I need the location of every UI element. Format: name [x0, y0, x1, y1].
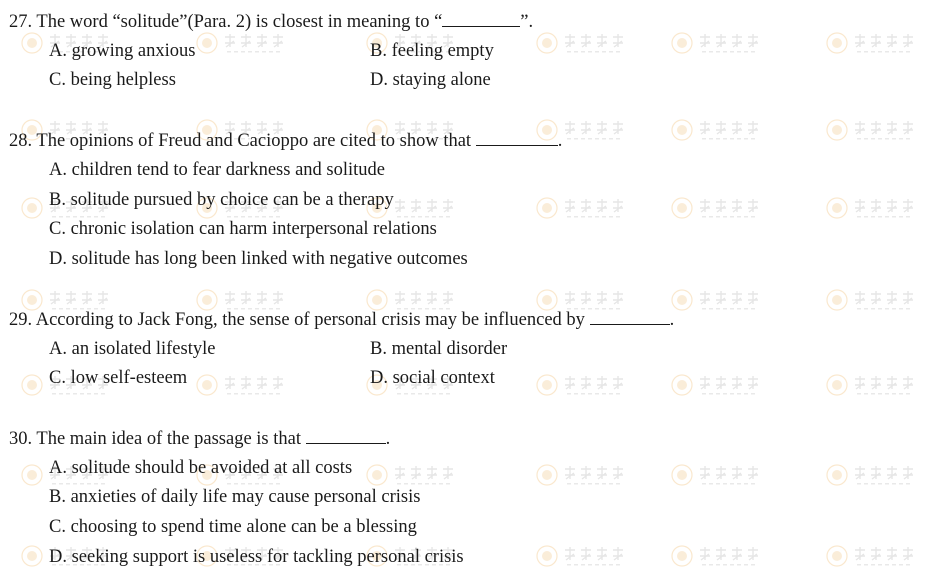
question-30-stem-before: 30. The main idea of the passage is that: [9, 429, 306, 449]
question-30-stem-after: .: [385, 429, 391, 449]
question-29-option-b: B. mental disorder: [370, 339, 508, 359]
question-27-stem-before: 27. The word “solitude”(Para. 2) is closest in meaning to “: [9, 12, 443, 32]
answer-blank: [442, 10, 520, 27]
question-30-option-a: A. solitude should be avoided at all costs: [49, 458, 353, 478]
question-28-stem-before: 28. The opinions of Freud and Cacioppo are cited to show that: [9, 131, 476, 151]
answer-blank: [476, 129, 558, 146]
question-27-option-c: C. being helpless: [49, 70, 176, 90]
question-27-option-b: B. feeling empty: [370, 41, 494, 61]
question-27-stem-after: ”.: [520, 12, 534, 32]
answer-blank: [590, 308, 670, 325]
question-28-option-a: A. children tend to fear darkness and solitude: [49, 160, 385, 180]
question-30-option-c: C. choosing to spend time alone can be a blessing: [49, 517, 417, 537]
question-28-stem-after: .: [557, 131, 563, 151]
question-28-stem: [9, 129, 562, 152]
question-30-option-d: D. seeking support is useless for tackling personal crisis: [49, 547, 464, 567]
question-29-option-c: C. low self-esteem: [49, 368, 188, 388]
question-29-stem-before: 29. According to Jack Fong, the sense of personal crisis may be influenced by: [9, 310, 590, 330]
question-29-stem-after: .: [669, 310, 675, 330]
question-28-option-b: B. solitude pursued by choice can be a therapy: [49, 190, 394, 210]
question-28-option-c: C. chronic isolation can harm interpersonal relations: [49, 219, 437, 239]
question-29-stem: [9, 308, 674, 331]
question-30-stem: [9, 427, 390, 450]
question-27-option-a: A. growing anxious: [49, 41, 196, 61]
question-29-option-a: A. an isolated lifestyle: [49, 339, 216, 359]
question-30-option-b: B. anxieties of daily life may cause personal crisis: [49, 487, 421, 507]
question-28-option-d: D. solitude has long been linked with negative outcomes: [49, 249, 468, 269]
question-29-option-d: D. social context: [370, 368, 495, 388]
question-27-option-d: D. staying alone: [370, 70, 491, 90]
answer-blank: [306, 427, 386, 444]
question-27-stem: [9, 10, 533, 33]
